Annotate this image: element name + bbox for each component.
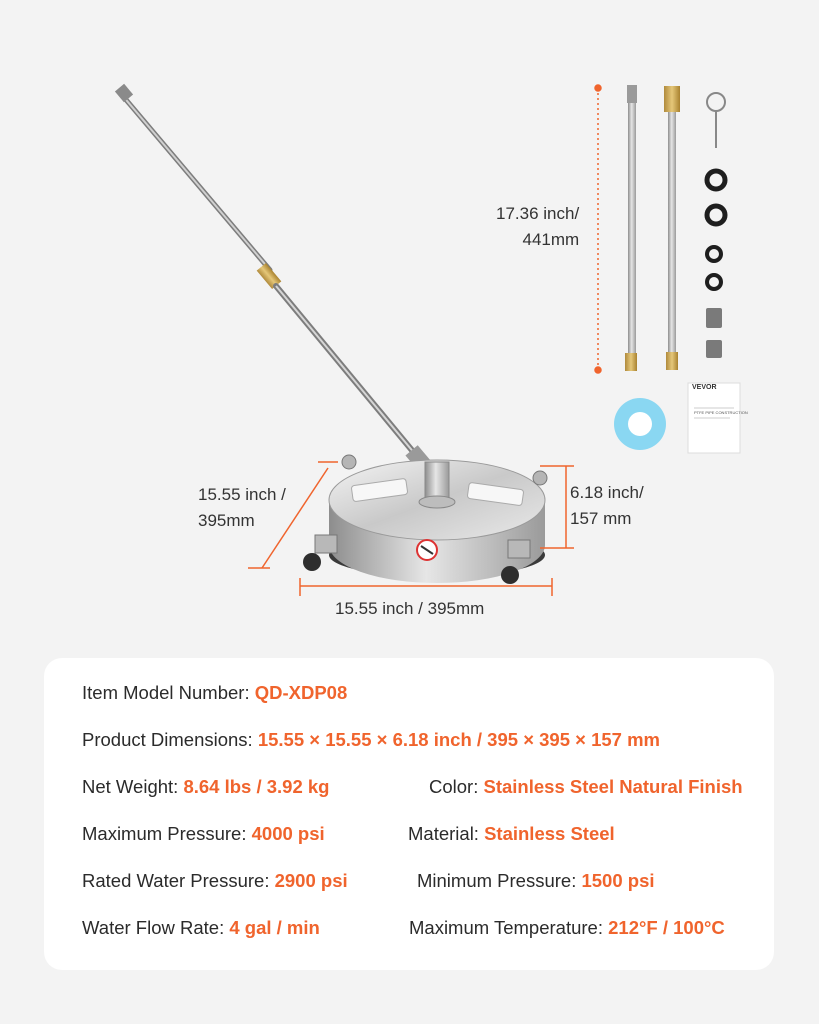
spec-weight [82, 776, 329, 798]
spec-dimensions-value: 15.55 × 15.55 × 6.18 inch / 395 × 395 × 157 mm [257, 729, 660, 750]
height-line2: 157 mm [570, 509, 632, 528]
spec-flow-rate-label: Water Flow Rate: [82, 917, 230, 938]
spec-color-label: Color: [429, 776, 484, 797]
rod-length-line2: 441mm [522, 230, 580, 249]
diameter-side-line1: 15.55 inch / [198, 485, 286, 504]
spec-min-pressure-label: Minimum Pressure: [417, 870, 582, 891]
spec-model-value: QD-XDP08 [254, 682, 348, 703]
spec-material-value: Stainless Steel [484, 823, 615, 844]
spec-max-pressure [82, 823, 325, 845]
spec-dimensions-label: Product Dimensions: [82, 729, 258, 750]
diameter-side-line2: 395mm [198, 511, 255, 530]
spec-max-pressure-label: Maximum Pressure: [82, 823, 252, 844]
diameter-side-label [198, 482, 286, 534]
nozzles [706, 308, 722, 358]
spec-material [408, 823, 615, 845]
height-label [570, 480, 644, 532]
spec-model [82, 682, 347, 704]
surface-cleaner-disk [303, 455, 547, 584]
extension-rod-right [664, 86, 680, 370]
spec-color-value: Stainless Steel Natural Finish [483, 776, 743, 797]
height-line1: 6.18 inch/ [570, 483, 644, 502]
spec-weight-label: Net Weight: [82, 776, 184, 797]
o-rings [707, 171, 725, 289]
rod-length-label [496, 201, 579, 253]
spec-rated-pressure-label: Rated Water Pressure: [82, 870, 275, 891]
pin-key [707, 93, 725, 148]
spec-min-pressure [417, 870, 655, 892]
instruction-manual [688, 383, 740, 453]
spec-max-temp [409, 917, 725, 939]
spec-max-temp-value: 212°F / 100°C [608, 917, 725, 938]
spec-dimensions [82, 729, 660, 751]
spec-min-pressure-value: 1500 psi [581, 870, 655, 891]
specs-panel [44, 658, 774, 970]
spec-rated-pressure [82, 870, 348, 892]
rod-length-line1: 17.36 inch/ [496, 204, 580, 223]
spec-flow-rate [82, 917, 320, 939]
spec-model-label: Item Model Number: [82, 682, 255, 703]
manual-subtitle: PTFE PIPE CONSTRUCTION [694, 410, 748, 415]
spec-max-pressure-value: 4000 psi [251, 823, 325, 844]
manual-brand: VEVOR [692, 384, 717, 391]
spec-flow-rate-value: 4 gal / min [229, 917, 320, 938]
diameter-bottom-label: 15.55 inch / 395mm [335, 599, 485, 618]
spec-color [429, 776, 743, 798]
spec-rated-pressure-value: 2900 psi [274, 870, 348, 891]
extension-rod-left [625, 85, 637, 371]
wand [115, 84, 431, 471]
ptfe-tape-roll [614, 398, 666, 450]
spec-material-label: Material: [408, 823, 485, 844]
spec-max-temp-label: Maximum Temperature: [409, 917, 609, 938]
spec-weight-value: 8.64 lbs / 3.92 kg [183, 776, 330, 797]
